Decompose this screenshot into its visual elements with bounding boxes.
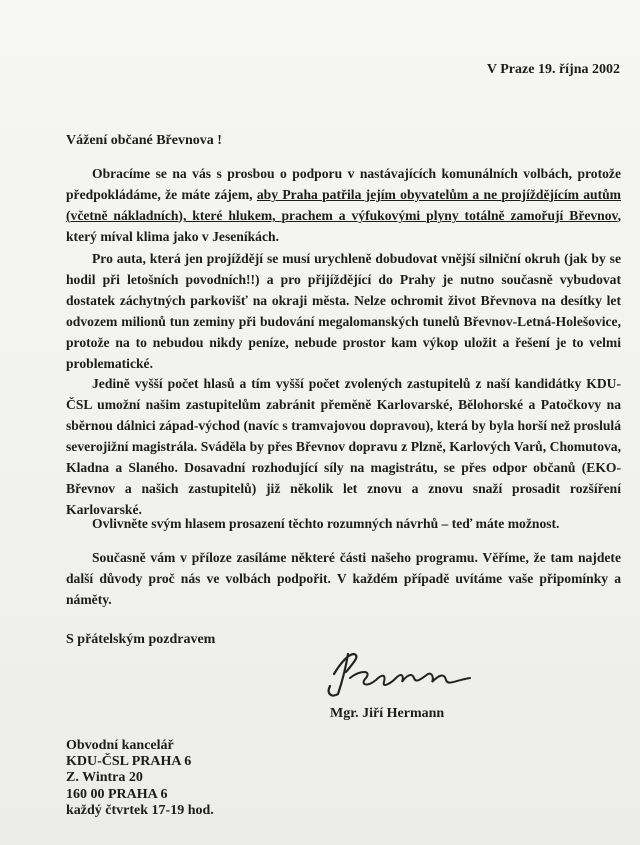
address-line: 160 00 PRAHA 6: [66, 786, 168, 802]
p2-text: Pro auta, která jen projíždějí se musí urychleně dobudovat vnější silniční okruh (jak by se hodil při letošních povodních!!) a pro přijíždějící do Prahy je nutno současně vybudovat dostatek záchytných parkovišť na okraji města. Nelze ochromit život Břevnova na desítky let odvozem milionů tun zeminy při budování megalomanských tunelů Břevnov-Letná-Holešovice, protože na to nebudou nikdy peníze, nebude prostor kam výkop uložit a řešení je to velmi problematické.: [66, 251, 621, 371]
paragraph-1: [66, 163, 621, 247]
p5-text: Současně vám v příloze zasíláme některé části našeho programu. Věříme, že tam najdete další důvody proč nás ve volbách podpořit. V každém případě uvítáme vaše připomínky a náměty.: [66, 550, 621, 607]
paragraph-2: [66, 248, 621, 374]
letter-greeting: Vážení občané Břevnova !: [66, 133, 222, 148]
p1-underlined-text: aby Praha patřila jejím obyvatelům a ne projíždějícím autům (včetně nákladních), které hlukem, prachem a výfukovými plyny totálně zamořují Břevnov: [66, 187, 621, 223]
p3-text: Jedině vyšší počet hlasů a tím vyšší počet zvolených zastupitelů z naší kandidátky KDU-ČSL umožní našim zastupitelům zabránit přeměně Karlovarské, Bělohorské a Patočkovy na sběrnou dálnici západ-východ (navíc s tramvajovou dopravou), která by byla horší než proslulá severojižní magistrála. Sváděla by přes Břevnov dopravu z Plzně, Karlových Varů, Chomutova, Kladna a Slaného. Dosavadní rozhodující síly na magistrátu, se přes odpor občanů (EKO-Břevnov a našich zastupitelů) již několik let znovu a znovu snaží prosadit rozšíření Karlovarské.: [66, 376, 621, 517]
address-line: každý čtvrtek 17-19 hod.: [66, 802, 214, 818]
office-address: [66, 738, 214, 819]
paragraph-5: [66, 547, 621, 610]
address-line: Obvodní kancelář: [66, 738, 174, 753]
letter-date: V Praze 19. října 2002: [486, 62, 620, 77]
p1-text-end: , který míval klima jako v Jeseníkách.: [66, 208, 621, 244]
signature-name: Mgr. Jiří Hermann: [330, 706, 445, 721]
handwritten-signature: [320, 648, 490, 706]
address-line: KDU-ČSL PRAHA 6: [66, 754, 192, 770]
address-line: Z. Wintra 20: [66, 770, 143, 786]
paragraph-4: [66, 513, 621, 534]
paragraph-3: [66, 373, 621, 520]
letter-closing: S přátelským pozdravem: [66, 632, 216, 647]
p4-text: Ovlivněte svým hlasem prosazení těchto rozumných návrhů – teď máte možnost.: [92, 516, 560, 531]
p1-text-start: Obracíme se na vás s prosbou o podporu v nastávajících komunálních volbách, protože předpokládáme, že máte zájem,: [66, 166, 621, 202]
